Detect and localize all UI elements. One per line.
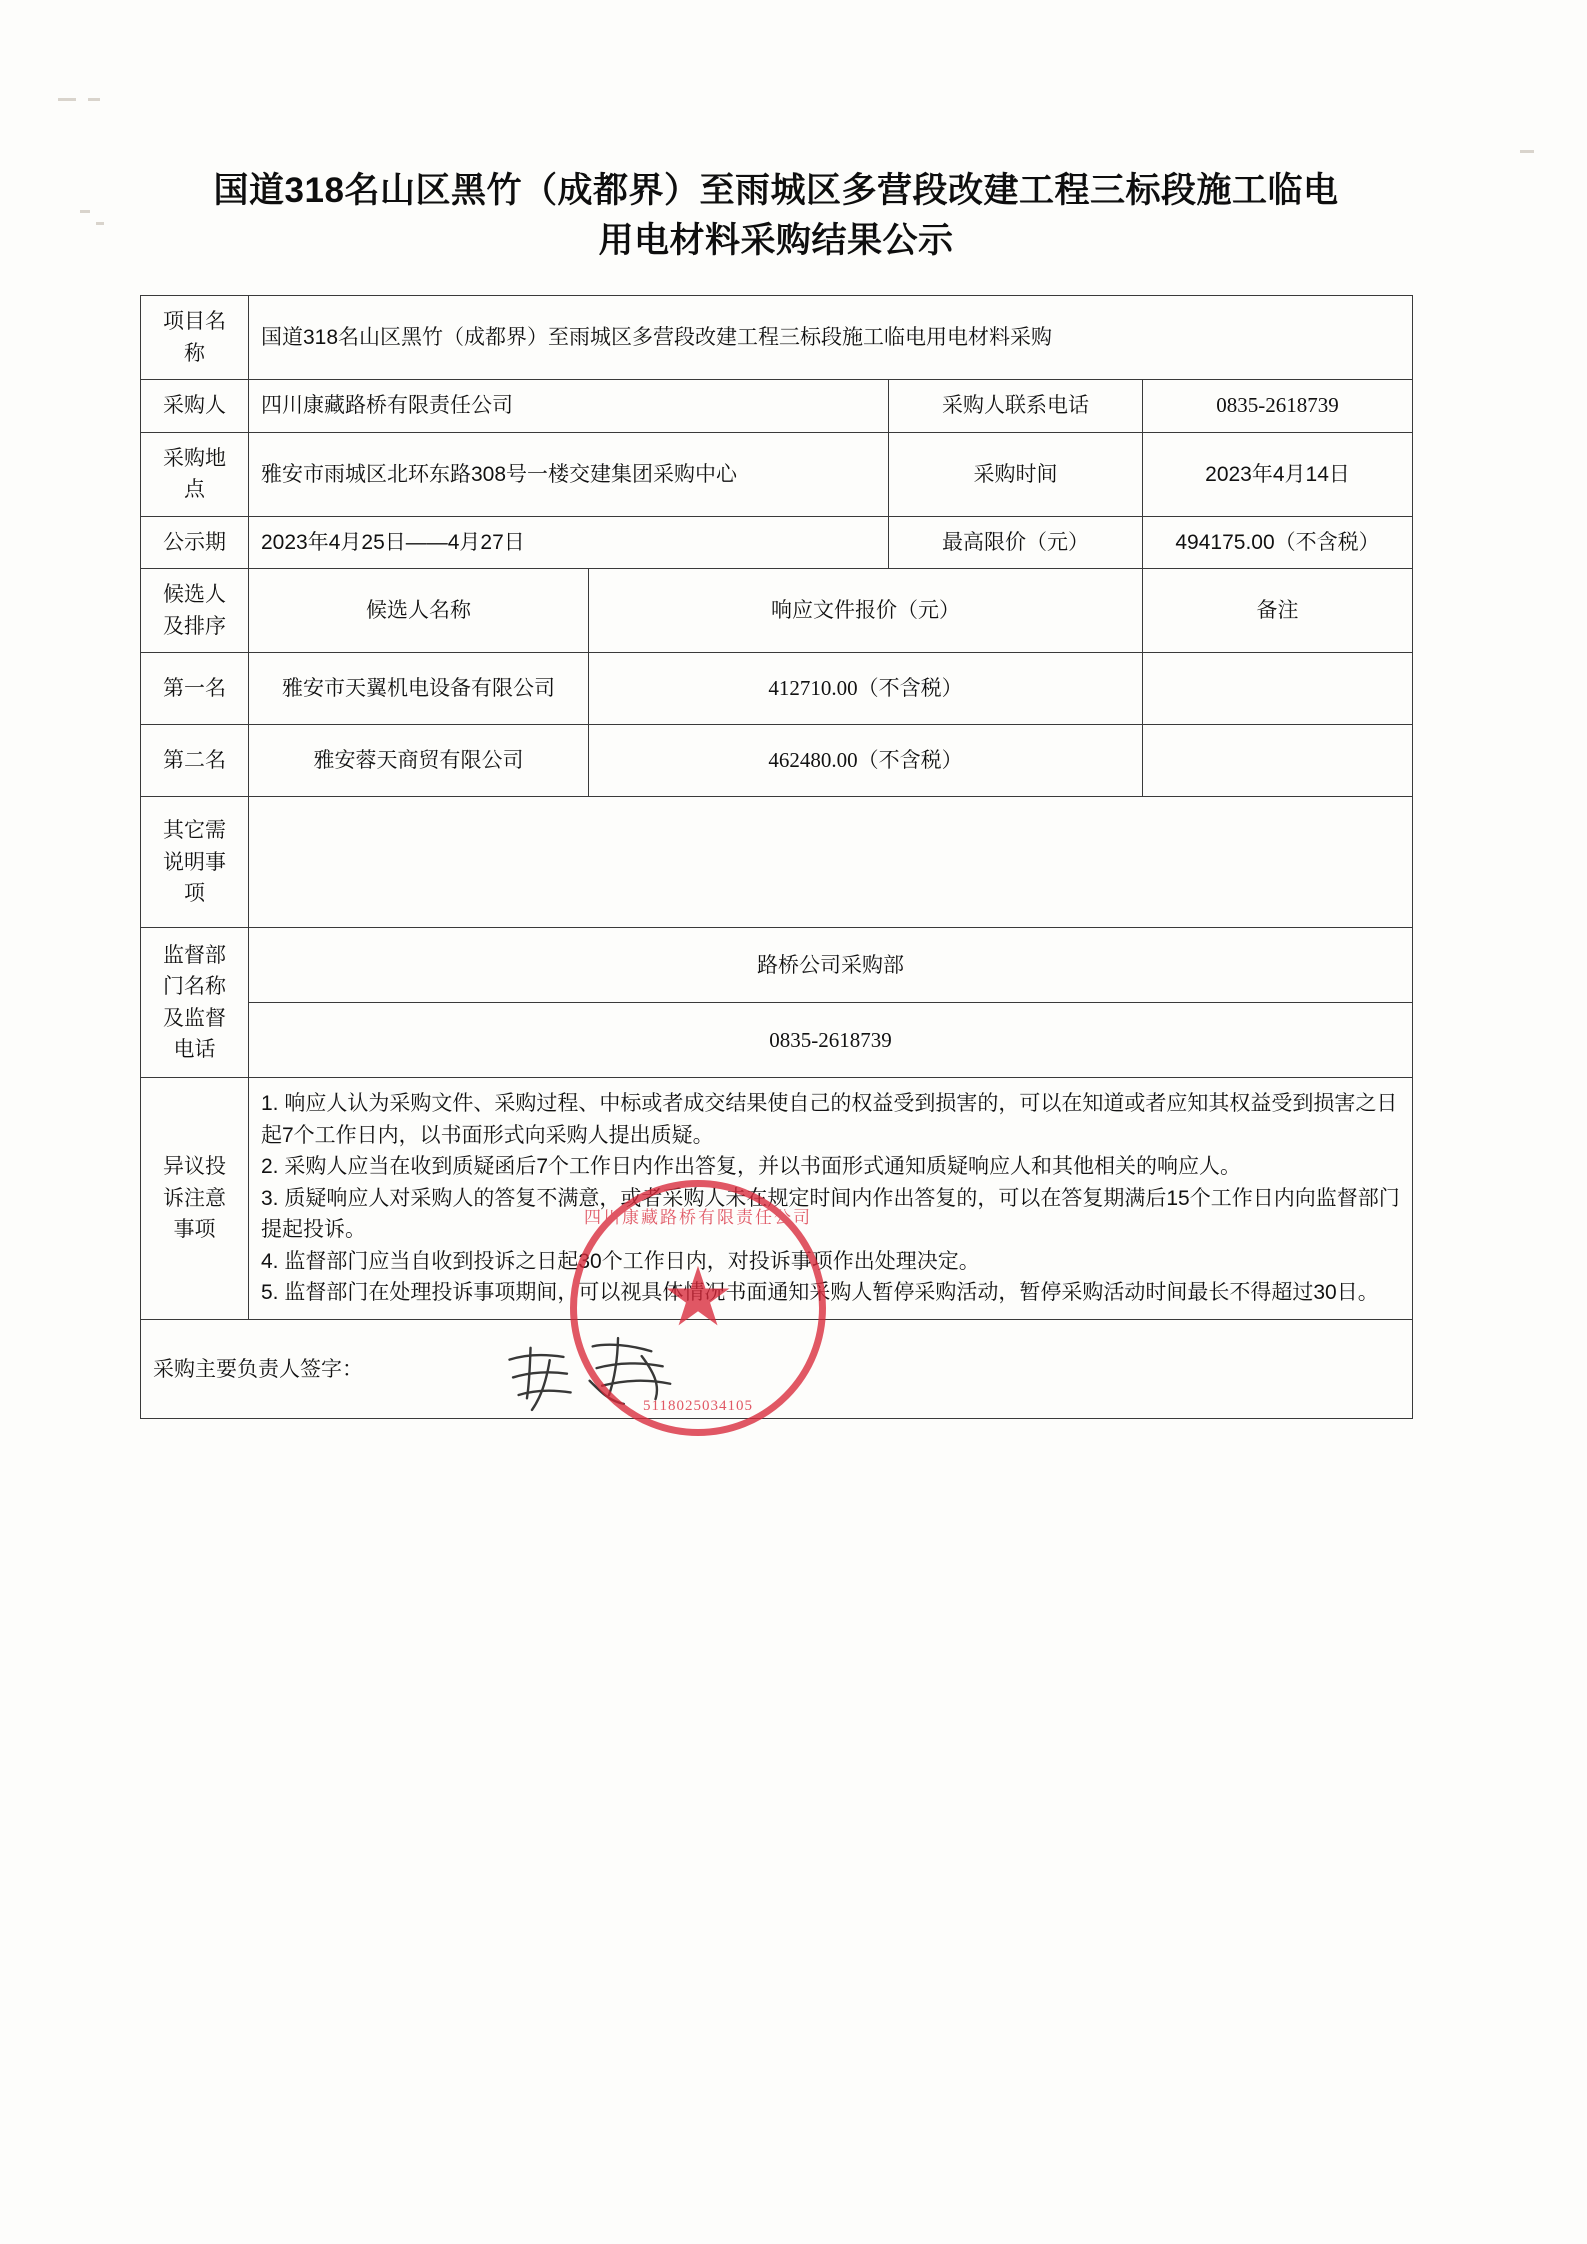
complaint-label: 异议投诉注意事项: [141, 1078, 249, 1320]
table-row-purchase-place: [141, 432, 1413, 516]
table-row: [141, 653, 1413, 725]
table-row-purchaser: [141, 380, 1413, 433]
complaint-item: 1. 响应人认为采购文件、采购过程、中标或者成交结果使自己的权益受到损害的，可以在知道或者应知其权益受到损害之日起7个工作日内，以书面形式向采购人提出质疑。: [261, 1092, 1398, 1147]
complaint-item: 2. 采购人应当在收到质疑函后7个工作日内作出答复，并以书面形式通知质疑响应人和其他相关的响应人。: [261, 1155, 1242, 1179]
seal-top-text: 四川康藏路桥有限责任公司: [584, 1208, 812, 1227]
signature-area: [153, 1340, 1400, 1398]
scan-edge-mark-1: [58, 98, 76, 101]
candidate-name: 雅安蓉天商贸有限公司: [249, 725, 589, 797]
purchaser-value: 四川康藏路桥有限责任公司: [249, 380, 889, 433]
other-notes-value: [249, 797, 1413, 928]
candidate-quote: 462480.00（不含税）: [589, 725, 1143, 797]
table-row-supervise-name: [141, 928, 1413, 1003]
purchaser-phone-label: 采购人联系电话: [889, 380, 1143, 433]
complaint-body: [249, 1078, 1413, 1320]
supervise-label: 监督部门名称及监督电话: [141, 928, 249, 1078]
publicity-period-label: 公示期: [141, 516, 249, 569]
candidate-quote-header: 响应文件报价（元）: [589, 569, 1143, 653]
purchase-place-value: 雅安市雨城区北环东路308号一楼交建集团采购中心: [249, 432, 889, 516]
candidate-rank: 第一名: [141, 653, 249, 725]
supervise-phone-value: 0835-2618739: [249, 1003, 1413, 1078]
complaint-item: 5. 监督部门在处理投诉事项期间，可以视具体情况书面通知采购人暂停采购活动，暂停采购活动时间最长不得超过30日。: [261, 1281, 1379, 1305]
complaint-item: 3. 质疑响应人对采购人的答复不满意，或者采购人未在规定时间内作出答复的，可以在答复期满后15个工作日内向监督部门提起投诉。: [261, 1186, 1400, 1242]
table-row-signature: [141, 1319, 1413, 1418]
publicity-period-value: 2023年4月25日——4月27日: [249, 516, 889, 569]
purchaser-label: 采购人: [141, 380, 249, 433]
max-price-value: 494175.00（不含税）: [1143, 516, 1413, 569]
purchaser-phone-value: 0835-2618739: [1143, 380, 1413, 433]
candidate-remark-header: 备注: [1143, 569, 1413, 653]
candidate-remark: [1143, 725, 1413, 797]
purchase-time-value: 2023年4月14日: [1143, 432, 1413, 516]
purchase-place-label: 采购地点: [141, 432, 249, 516]
table-row-candidates-header: [141, 569, 1413, 653]
purchase-time-label: 采购时间: [889, 432, 1143, 516]
handwritten-signature: [500, 1328, 696, 1418]
signature-label: 采购主要负责人签字：: [153, 1357, 363, 1381]
scan-edge-mark-3: [80, 210, 90, 213]
scan-edge-mark-2: [88, 98, 100, 101]
candidate-rank: 第二名: [141, 725, 249, 797]
table-row-project-name: [141, 296, 1413, 380]
announcement-table: [140, 295, 1413, 1419]
table-row: [141, 725, 1413, 797]
candidate-remark: [1143, 653, 1413, 725]
candidate-name: 雅安市天翼机电设备有限公司: [249, 653, 589, 725]
page-title: 国道318名山区黑竹（成都界）至雨城区多营段改建工程三标段施工临电用电材料采购结果公示: [213, 171, 1339, 260]
signature-strokes: [500, 1328, 696, 1418]
candidate-name-header: 候选人名称: [249, 569, 589, 653]
project-name-label: 项目名称: [141, 296, 249, 380]
scan-edge-mark-4: [96, 222, 104, 225]
seal-bottom-text: 5118025034105: [643, 1398, 753, 1414]
table-row-supervise-phone: [141, 1003, 1413, 1078]
table-row-other-notes: [141, 797, 1413, 928]
table-row-publicity-period: [141, 516, 1413, 569]
table-row-complaint: [141, 1078, 1413, 1320]
supervise-name-value: 路桥公司采购部: [249, 928, 1413, 1003]
max-price-label: 最高限价（元）: [889, 516, 1143, 569]
scan-edge-mark-5: [1520, 150, 1534, 153]
complaint-item: 4. 监督部门应当自收到投诉之日起30个工作日内，对投诉事项作出处理决定。: [261, 1249, 980, 1273]
other-notes-label: 其它需说明事项: [141, 797, 249, 928]
candidates-label: 候选人及排序: [141, 569, 249, 653]
signature-cell: [141, 1319, 1413, 1418]
project-name-value: 国道318名山区黑竹（成都界）至雨城区多营段改建工程三标段施工临电用电材料采购: [249, 296, 1413, 380]
star-icon: ★: [661, 1252, 735, 1344]
announcement-document: [140, 140, 1412, 1419]
candidate-quote: 412710.00（不含税）: [589, 653, 1143, 725]
